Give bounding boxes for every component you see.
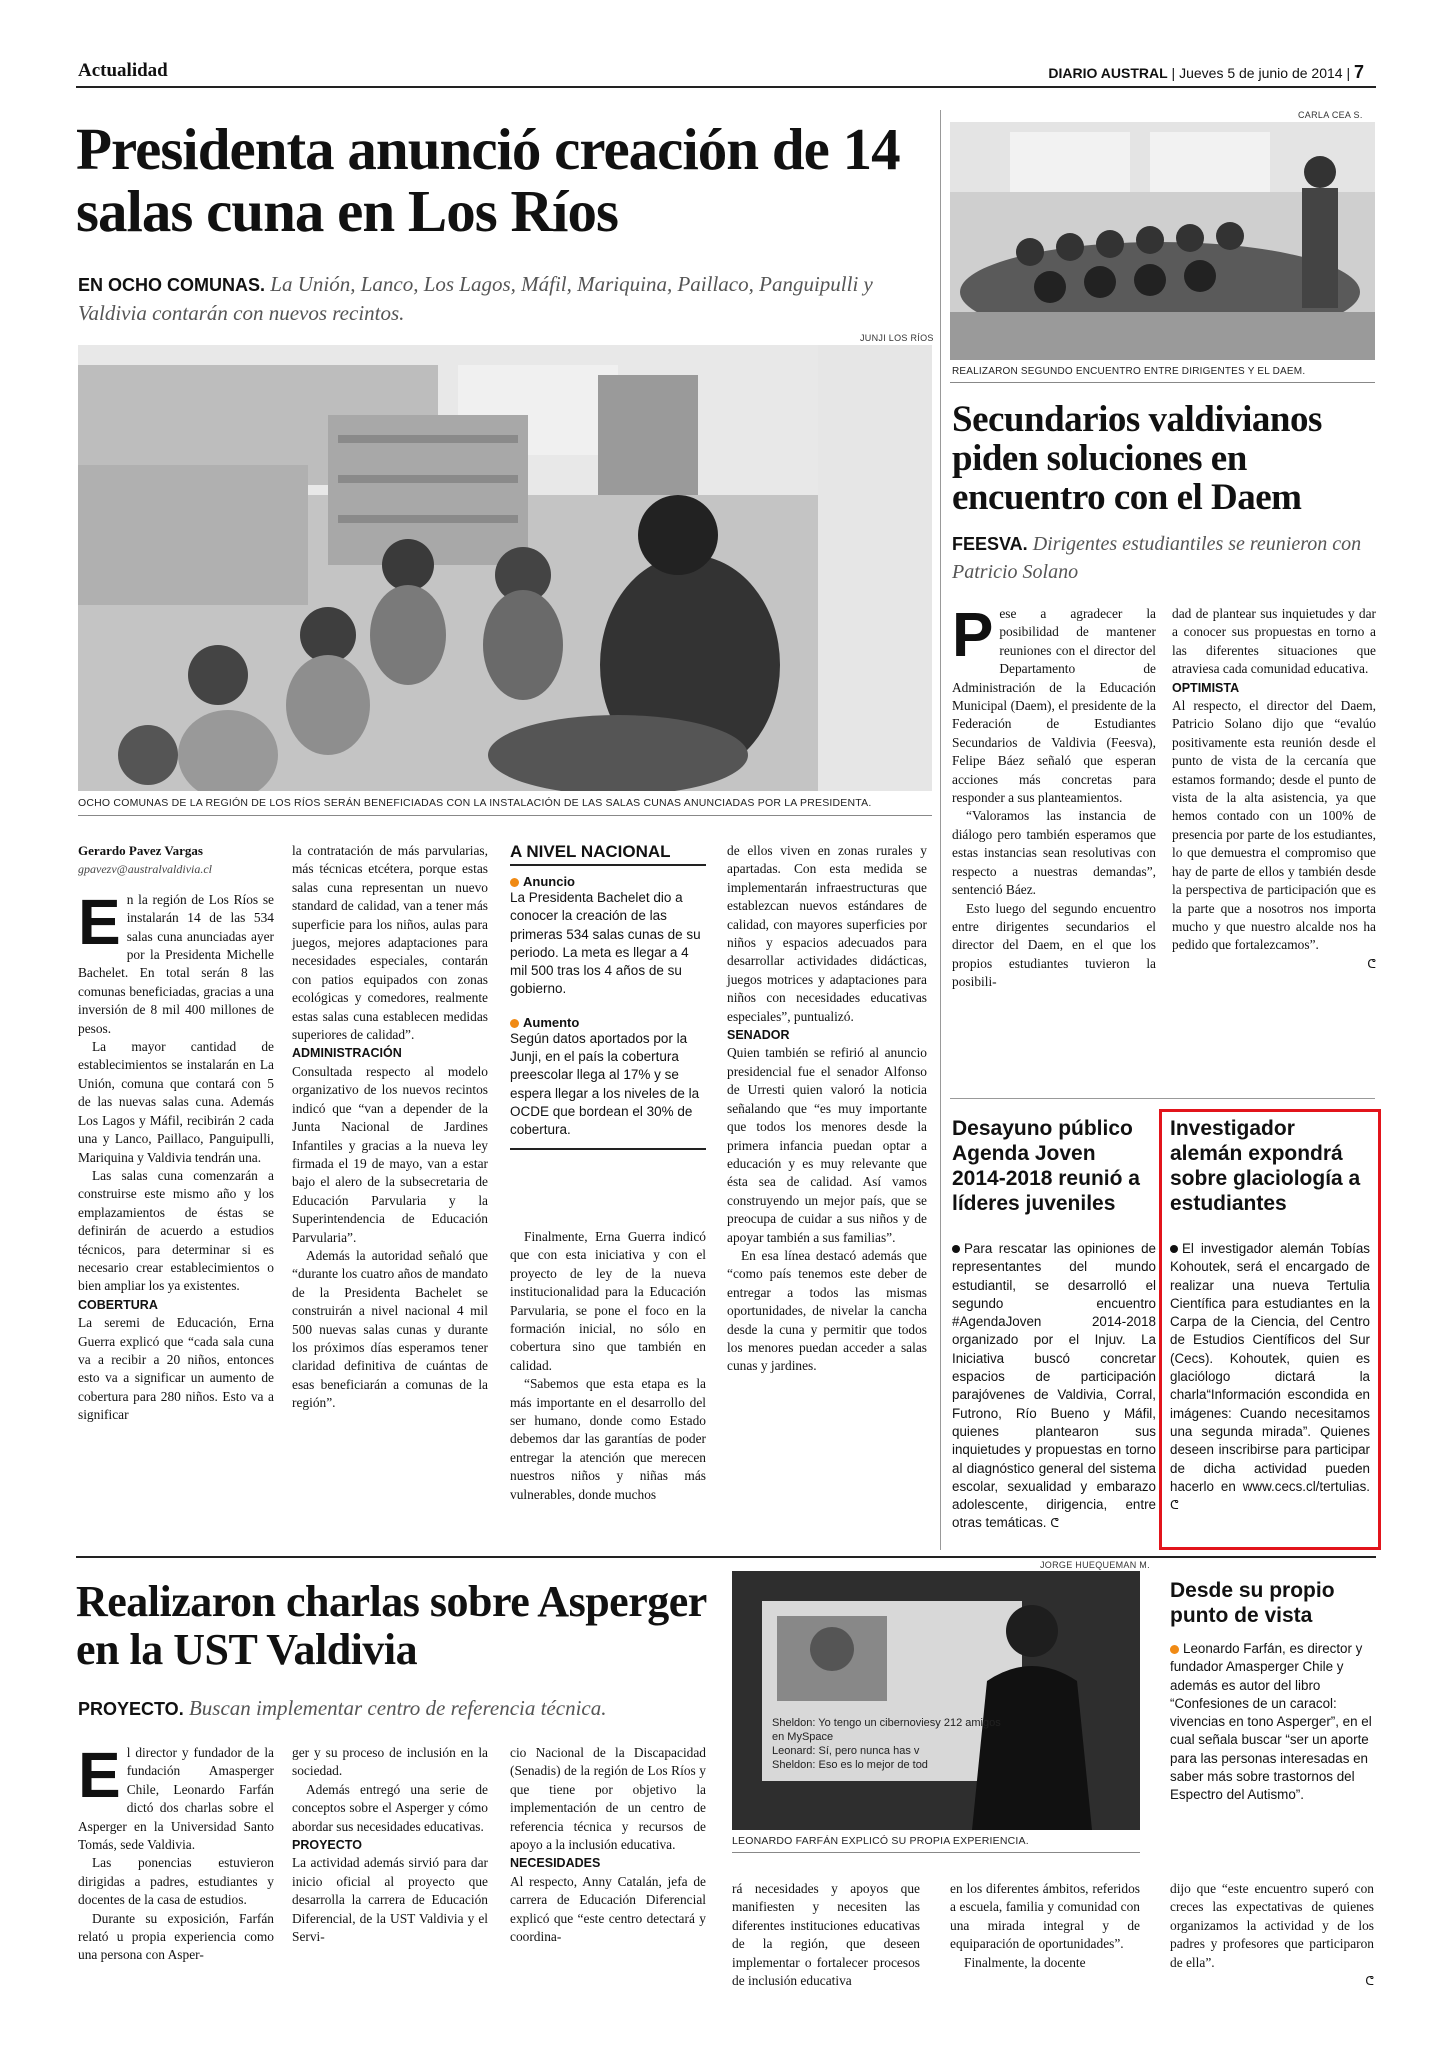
- paragraph: “Sabemos que esta etapa es la más importante en el desarrollo del ser humano, donde como Estado debemos dar las garantías de poder entregar la atención que merecen nuestros niños y niñas más vulnerables, donde muchos: [510, 1376, 706, 1502]
- paragraph: La actividad además sirvió para dar inicio oficial al proyecto que desarrolla la carrera de Educación Diferencial, de la UST Valdivia y el Servi-: [292, 1855, 488, 1945]
- paragraph: dijo que “este encuentro superó con creces las expectativas de quienes organizamos la actividad y de los padres y profesores que participaron de ella”.: [1170, 1881, 1374, 1970]
- end-mark-icon: ᕦ: [1367, 956, 1376, 971]
- main-photo-credit: JUNJI LOS RÍOS: [860, 333, 934, 343]
- desayuno-text-block: [952, 1240, 1156, 1533]
- slide-line: Sheldon: Eso es lo mejor de tod: [772, 1759, 928, 1771]
- asperger-column-5: [950, 1880, 1140, 1972]
- asperger-headline: Realizaron charlas sobre Asperger en la UST Valdivia: [76, 1577, 706, 1674]
- asperger-sidebar-block: [1170, 1640, 1374, 1805]
- section-rule: [950, 1098, 1375, 1099]
- paragraph: Durante su exposición, Farfán relató u propia experiencia como una persona con Asper-: [78, 1910, 274, 1963]
- main-deck-text: La Unión, Lanco, Los Lagos, Máfil, Mariquina, Paillaco, Panguipulli y Valdivia contarán con nuevos recintos.: [78, 272, 873, 325]
- paragraph: dad de plantear sus inquietudes y dar a conocer sus propuestas en torno a las diferentes situaciones que atraviesa cada comunidad educativa.: [1172, 606, 1376, 677]
- box-item1-text: La Presidenta Bachelet dio a conocer la creación de las primeras 534 salas cunas de su periodo. La meta es llegar a 4 mil 500 tras los 4 años de su gobierno.: [510, 890, 701, 997]
- paragraph: Las ponencias estuvieron dirigidas a padres, estudiantes y docentes de la casa de estudios.: [78, 1855, 274, 1908]
- paragraph: Además entregó una serie de conceptos sobre el Asperger y cómo abordar sus necesidades educativas.: [292, 1781, 488, 1834]
- main-headline: Presidenta anunció creación de 14 salas cuna en Los Ríos: [76, 116, 900, 244]
- right-column-1: [952, 601, 1156, 992]
- box-item1-title: Anuncio: [523, 874, 575, 889]
- main-column-2: [292, 842, 488, 1413]
- paragraph: n la región de Los Ríos se instalarán 14 de las 534 salas cuna anunciadas ayer por la Presidenta Michelle Bachelet. En total serán 8 las comunas beneficiadas, gracias a una inversión de 8 mil 400 millones de pesos.: [78, 891, 274, 1036]
- paragraph: La mayor cantidad de establecimientos se instalarán en La Unión, comuna que contará con 5 de las nuevas salas cuna. Además Los Lagos y Máfil, recibirán 2 cada una y Lanco, Paillaco, Panguipulli, Mariquina y Valdivia tendrán una.: [78, 1039, 274, 1165]
- box-item2-text: Según datos aportados por la Junji, en el país la cobertura preescolar llega al 17% y se espera llegar a los niveles de la OCDE que bordean el 30% de cobertura.: [510, 1030, 700, 1138]
- box-bottom-rule: [510, 1148, 706, 1150]
- caption-rule: [78, 815, 932, 816]
- bullet-dot-icon: [510, 878, 519, 887]
- asperger-deck-text: Buscan implementar centro de referencia técnica.: [188, 1696, 607, 1720]
- drop-cap: P: [952, 601, 994, 670]
- asperger-sidebar-text: Leonardo Farfán, es director y fundador Amasperger Chile y además es autor del libro “Confesiones de un caracol: vivencias en tono Asperger”, en el cual señala buscar “ser un aporte para las personas interesadas en saber más sobre trastornos del Espectro del Autismo”.: [1170, 1641, 1372, 1803]
- right-photo: [950, 122, 1375, 360]
- main-photo-caption: OCHO COMUNAS DE LA REGIÓN DE LOS RÍOS SERÁN BENEFICIADAS CON LA INSTALACIÓN DE LAS SALAS CUNAS ANUNCIADAS POR LA PRESIDENTA.: [78, 797, 872, 809]
- paragraph: Al respecto, el director del Daem, Patricio Solano dijo que “evalúo positivamente esta reunión desde el punto de vista de la cercanía que estamos formando; desde el punto de vista de la alta asistencia, ya que hemos contado con un 100% de presencia por parte de los estudiantes, lo que demuestra el compromiso que hay de parte de ellos y también desde la perspectiva de participación que es la parte que a nosotros nos importa mucho y que nuestro alcalde nos ha pedido que fortalezcamos”.: [1172, 698, 1376, 953]
- paragraph: rá necesidades y apoyos que manifiesten y necesiten las diferentes instituciones educativas de la región, que deseen implementar o fortalecer procesos de inclusión educativa: [732, 1881, 920, 1989]
- paragraph: en los diferentes ámbitos, referidos a escuela, familia y comunidad con una mirada integral y de equiparación de oportunidades”.: [950, 1881, 1140, 1952]
- national-box: [510, 842, 706, 1150]
- bullet-dot-icon: [1170, 1645, 1179, 1654]
- paragraph: l director y fundador de la fundación Amasperger Chile, Leonardo Farfán dictó dos charlas sobre el Asperger en la Universidad Santo Tomás, sede Valdivia.: [78, 1745, 274, 1853]
- paragraph: Finalmente, la docente: [964, 1954, 1086, 1970]
- asperger-column-6: [1170, 1880, 1374, 1990]
- asperger-column-4: [732, 1880, 920, 1990]
- right-column-2: [1172, 605, 1376, 973]
- investigador-headline: Investigador alemán expondrá sobre glaciología a estudiantes: [1170, 1117, 1361, 1215]
- bullet-dot-icon: [1170, 1245, 1178, 1253]
- slide-line: Leonard: Sí, pero nunca has v: [772, 1745, 920, 1757]
- bullet-dot-icon: [510, 1019, 519, 1028]
- paragraph: Al respecto, Anny Catalán, jefa de carrera de Educación Diferencial explicó que “este centro detectará y coordina-: [510, 1873, 706, 1945]
- paragraph: “Valoramos las instancia de diálogo pero también esperamos que estas instancias sean resolutivas con respecto a nuestras demandas”, sentenció Báez.: [952, 808, 1156, 898]
- main-photo: [78, 345, 932, 791]
- subhead-necesidades: NECESIDADES: [510, 1856, 601, 1871]
- caption-rule: [950, 382, 1375, 383]
- subhead-administracion: ADMINISTRACIÓN: [292, 1046, 402, 1061]
- header-rule: [76, 86, 1376, 88]
- page-number: 7: [1353, 62, 1364, 82]
- column-divider: [940, 110, 941, 1550]
- main-column-3: [510, 1228, 706, 1504]
- subhead-proyecto: PROYECTO: [292, 1838, 362, 1853]
- right-photo-credit: CARLA CEA S.: [1298, 110, 1363, 120]
- slide-line: Sheldon: Yo tengo un cibernoviesy 212 amigos en MySpace: [772, 1717, 1001, 1743]
- paragraph: Finalmente, Erna Guerra indicó que con esta iniciativa y con el proyecto de ley de la nueva institucionalidad para la Educación Parvularia, se pone el foco en la formación inicial, no sólo en cobertura sino que también en calidad.: [510, 1229, 706, 1373]
- byline-email: gpavezv@australvaldivia.cl: [78, 862, 213, 877]
- asperger-photo-credit: JORGE HUEQUEMAN M.: [1040, 1560, 1150, 1570]
- paragraph: La seremi de Educación, Erna Guerra explicó que “cada sala cuna va a recibir a 20 niños, entonces esto va a significar un aumento de cobertura para 280 niños. Esto va a significar: [78, 1315, 274, 1423]
- issue-date: Jueves 5 de junio de 2014: [1179, 65, 1343, 81]
- section-label: Actualidad: [78, 60, 168, 81]
- right-headline: Secundarios valdivianos piden soluciones en encuentro con el Daem: [952, 399, 1322, 518]
- caption-rule: [732, 1852, 1140, 1853]
- desayuno-headline: Desayuno público Agenda Joven 2014-2018 reunió a líderes juveniles: [952, 1117, 1140, 1215]
- presentation-photo-illustration: [732, 1571, 1140, 1830]
- asperger-kicker: PROYECTO.: [78, 1699, 184, 1719]
- right-deck: [952, 530, 1372, 586]
- drop-cap: E: [78, 1739, 121, 1811]
- paragraph: Además la autoridad señaló que “durante los cuatro años de mandato de la Presidenta Bachelet se construirán a nivel nacional 4 mil 500 nuevas salas cunas y durante los próximos días esperamos tener claridad definitiva de cuántas de esas beneficiarán a comunas de la región”.: [292, 1247, 488, 1411]
- meeting-photo-illustration: [950, 122, 1375, 360]
- masthead: DIARIO AUSTRAL | Jueves 5 de junio de 2014 | 7: [1048, 62, 1364, 82]
- paragraph: Esto luego del segundo encuentro entre dirigentes secundarios el director del Daem, en el que los propios estudiantes tuvieron la posibili-: [952, 900, 1156, 990]
- investigador-text-block: [1170, 1240, 1370, 1514]
- asperger-column-3: [510, 1744, 706, 1946]
- main-deck: [78, 270, 928, 327]
- asperger-photo-caption: LEONARDO FARFÁN EXPLICÓ SU PROPIA EXPERIENCIA.: [732, 1835, 1029, 1847]
- box-title: A NIVEL NACIONAL: [510, 842, 706, 866]
- box-item2-title: Aumento: [523, 1014, 580, 1030]
- main-column-4: [727, 842, 927, 1376]
- paragraph: Las salas cuna comenzarán a construirse este mismo año y los emplazamientos de éstas se definirán de acuerdo a estudios técnicos, para determinar si es necesario crear establecimientos o bien ampliar los ya existentes.: [78, 1167, 274, 1294]
- desayuno-text: Para rescatar las opiniones de representantes del mundo estudiantil, se desarrolló el segundo encuentro #AgendaJoven 2014-2018 organizado por el Injuv. La Iniciativa buscó concretar espacios de participación parajóvenes de Valdivia, Corral, Futrono, Río Bueno y Máfil, quienes plantearon sus inquietudes y propuestas en torno al diagnóstico general del sistema escolar, sexualidad y embarazo adolescente, dirigencia, entre otras temáticas.: [952, 1241, 1156, 1531]
- section-rule: [76, 1556, 1376, 1558]
- paragraph: Quien también se refirió al anuncio presidencial fue el senador Alfonso de Urresti quien valoró la noticia señalando que “es muy importante que todos los menores desde la primera infancia puedan optar a educación y es muy relevante que ésta sea de calidad. Así vamos construyendo un mejor país, que se preocupa de cuidar a sus niños y de apoyar también a sus familias”.: [727, 1045, 927, 1245]
- right-deck-text: Dirigentes estudiantiles se reunieron con Patricio Solano: [952, 533, 1362, 583]
- classroom-photo-illustration: [78, 345, 932, 791]
- asperger-sidebar-title: Desde su propio punto de vista: [1170, 1579, 1335, 1627]
- end-mark-icon: ᕦ: [1365, 1974, 1374, 1989]
- paragraph: la contratación de más parvularias, más técnicas etcétera, porque estas salas cuna representan un nuevo standard de calidad, van a tener más superficie para los niños, aulas para juegos, mejores adaptaciones para necesidades especiales, contarán con patios equipados con zonas ecológicas y comedores, realmente estas salas cuna establecen medidas superiores de calidad”.: [292, 843, 488, 1043]
- paragraph: En esa línea destacó además que “como país tenemos este deber de entregar a todos las mismas oportunidades, de nivelar la cancha desde la cuna y permitir que todos los menores puedan acceder a salas cunas y jardines.: [727, 1247, 927, 1374]
- subhead-optimista: OPTIMISTA: [1172, 680, 1240, 695]
- asperger-column-2: [292, 1744, 488, 1946]
- slide-text: [772, 1716, 1012, 1772]
- paper-name: DIARIO AUSTRAL: [1048, 65, 1168, 81]
- asperger-column-1: [78, 1739, 274, 1965]
- asperger-deck: [78, 1694, 738, 1723]
- right-kicker: FEESVA.: [952, 534, 1028, 554]
- paragraph: cio Nacional de la Discapacidad (Senadis) de la región de Los Ríos y que tiene por objetivo la implementación de un centro de referencia técnica y recursos de apoyo a la inclusión educativa.: [510, 1745, 706, 1853]
- paragraph: de ellos viven en zonas rurales y apartadas. Con esta medida se implementarán infraestructuras que establezcan nuevos estándares de calidad, con mayores superficies por niños y espacios adecuados para desarrollar actividades didácticas, juegos motrices y adaptaciones para niños con necesidades educativas especiales”, puntualizó.: [727, 843, 927, 1024]
- end-mark-icon: ᕦ: [1170, 1498, 1179, 1513]
- drop-cap: E: [78, 885, 121, 958]
- paragraph: ger y su proceso de inclusión en la sociedad.: [292, 1745, 488, 1779]
- end-mark-icon: ᕦ: [1050, 1516, 1060, 1531]
- main-kicker: EN OCHO COMUNAS.: [78, 275, 266, 295]
- right-photo-caption: REALIZARON SEGUNDO ENCUENTRO ENTRE DIRIGENTES Y EL DAEM.: [952, 366, 1306, 377]
- bullet-dot-icon: [952, 1245, 960, 1253]
- asperger-photo: [732, 1571, 1140, 1830]
- investigador-text: El investigador alemán Tobías Kohoutek, será el encargado de realizar una nueva Tertulia Científica para estudiantes en la Carpa de la Ciencia, del Centro de Estudios Científicos del Sur (Cecs). Kohoutek, quien es glaciólogo dictará la charla“Información escondida en imágenes: Cuando necesitamos una segunda mirada”. Quienes deseen inscribirse para participar de dicha actividad pueden hacerlo en www.cecs.cl/tertulias.: [1170, 1241, 1370, 1494]
- subhead-senador: SENADOR: [727, 1028, 790, 1043]
- paragraph: Consultada respecto al modelo organizativo de los nuevos recintos indicó que “van a depender de la Junta Nacional de Jardines Infantiles y gracias a la nueva ley firmada el 19 de mayo, van a estar bajo el alero de la subsecretaria de Educación Parvularia y la Superintendencia de Educación Parvularia”.: [292, 1063, 488, 1245]
- subhead-cobertura: COBERTURA: [78, 1297, 158, 1312]
- main-column-1: [78, 842, 274, 1425]
- paragraph: ese a agradecer la posibilidad de mantener reuniones con el director del Departamento de Administración de la Educación Municipal (Daem), el presidente de la Federación de Estudiantes Secundarios de Valdivia (Feesva), Felipe Báez señaló que esperan acciones más concretas para responder a sus planteamientos.: [952, 606, 1156, 806]
- byline: Gerardo Pavez Vargas: [78, 843, 203, 858]
